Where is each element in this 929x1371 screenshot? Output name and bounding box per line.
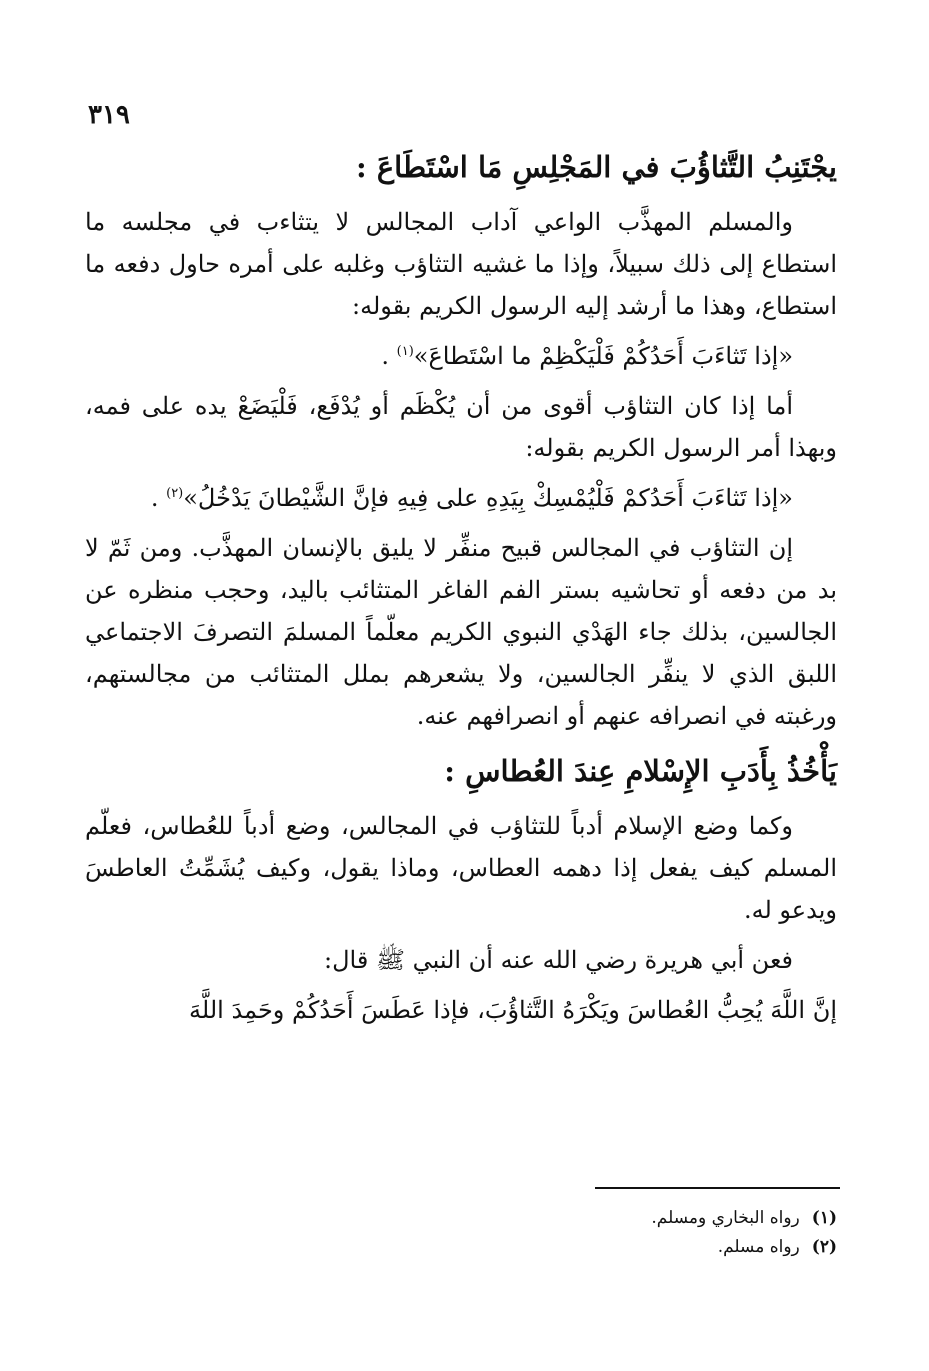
footnote-2-text: رواه مسلم. [717,1237,800,1257]
footnote-ref-1: (١) [396,344,414,359]
hadith-quote-2-text: «إذا تَثاءَبَ أَحَدُكمْ فَلْيُمْسِكْ بِيَدِهِ على فِيهِ فإنَّ الشَّيْطانَ يَدْخُلُ» [183,484,793,512]
footnote-2 [437,1233,837,1262]
hadith-quote-1 [85,335,837,377]
paragraph-sneezing-intro: وكما وضع الإسلام أدباً للتثاؤب في المجالس، وضع أدباً للعُطاس، فعلّم المسلم كيف يفعل إذا دهمه العطاس، وماذا يقول، وكيف يُشَمِّتُ العاطسَ ويدعو له. [85,812,837,924]
hadith-quote-2-end: . [150,484,167,512]
footnote-1-number: (١) [811,1208,837,1228]
hadith-quote-2 [85,477,837,519]
footnote-2-number: (٢) [811,1237,837,1257]
paragraph-narration-intro: فعن أبي هريرة رضي الله عنه أن النبي ﷺ قال: [324,946,793,974]
footnote-divider [595,1187,840,1189]
footnote-ref-2: (٢) [166,486,184,501]
paragraph-cover-mouth: أما إذا كان التثاؤب أقوى من أن يُكْظَم أو يُدْفَع، فَلْيَضَعْ يده على فمه، وبهذا أمر الرسول الكريم بقوله: [85,392,837,462]
footnote-1 [437,1204,837,1233]
paragraph-yawning-intro: والمسلم المهذَّب الواعي آداب المجالس لا يتثاءب في مجلسه ما استطاع إلى ذلك سبيلاً، وإذا ما غشيه التثاؤب وغلبه على أمره حاول دفعه ما استطاع، وهذا ما أرشد إليه الرسول الكريم بقوله: [85,208,837,320]
page-body [85,145,837,1039]
hadith-quote-1-end: . [381,342,397,370]
paragraph-hadith-sneezing: إنَّ اللَّهَ يُحِبُّ العُطاسَ ويَكْرَهُ التَّثاؤُبَ، فإذا عَطَسَ أَحَدُكُمْ وحَمِدَ اللَّهَ [189,996,837,1024]
page-number: ٣١٩ [88,100,130,130]
paragraph-yawning-etiquette: إن التثاؤب في المجالس قبيح منفِّر لا يليق بالإنسان المهذَّب. ومن ثَمّ لا بد من دفعه أو تحاشيه بستر الفم الفاغر المتثائب باليد، وحجب منظره عن الجالسين، بذلك جاء الهَدْي النبوي الكريم معلّماً المسلمَ التصرفَ الاجتماعي اللبق الذي لا ينفِّر الجالسين، ولا يشعرهم بملل المتثائب من مجالستهم، ورغبته في انصرافه عنهم أو انصرافهم عنه. [85,534,838,730]
section-heading-yawning: يجْتَنِبُ التَّثاؤُبَ في المَجْلِسِ مَا اسْتَطَاعَ : [356,150,837,184]
footnotes [437,1204,837,1262]
footnote-1-text: رواه البخاري ومسلم. [651,1208,800,1228]
hadith-quote-1-text: «إذا تَثاءَبَ أَحَدُكُمْ فَلْيَكْظِمْ ما اسْتَطاعَ» [413,342,793,370]
section-heading-sneezing: يَأْخُذُ بِأَدَبِ الإِسْلامِ عِندَ العُطاسِ : [444,754,837,788]
